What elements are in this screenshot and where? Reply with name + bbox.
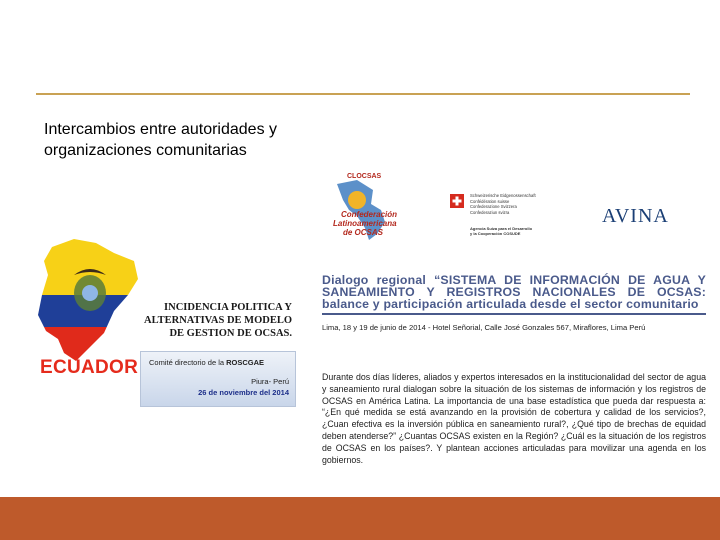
flyer-info-box	[140, 351, 296, 407]
swiss-line-2: Confédération suisse	[470, 198, 510, 204]
swiss-agency-line-1: Agencia Suiza para el Desarrollo	[470, 226, 533, 231]
flyer-date: 26 de noviembre del 2014	[198, 388, 289, 397]
swiss-line-4: Confederaziun svizra	[470, 209, 510, 215]
clocsas-line-2: Latinoamericana	[333, 219, 397, 228]
swiss-line-3: Confederazione Svizzera	[470, 204, 517, 209]
ecuador-flyer	[34, 235, 300, 415]
committee-line	[149, 358, 264, 367]
ecuador-label: ECUADOR	[40, 357, 139, 378]
dialog-body: Durante dos días líderes, aliados y expertos interesados en la institucionalidad del sector de agua y saneamiento rural dialogan sobre la situación de los sistemas de información y los registros de OCSAS en América Latina. La importancia de una base estadística que pueda dar respuesta a: “¿En qué medida se está avanzando en la provisión de cobertura y calidad de los servicios?, ¿Cuan efectiva es la inversión pública en saneamiento rural?, ¿Qué tipo de brechas de equidad deben atenderse?” ¿Cuantas OCSAS existen en la Región? ¿Cuál es la situación de los registros de OCSAS en los países?. Y plantean acciones articuladas para movilizar una agenda en los gobiernos.	[322, 372, 706, 465]
flyer-heading: INCIDENCIA POLITICA Y ALTERNATIVAS DE MODELO DE GESTION DE OCSAS.	[143, 302, 292, 339]
swiss-names	[470, 193, 536, 215]
swiss-cooperation-logo	[450, 193, 560, 243]
footer-bar	[0, 497, 720, 540]
slide-title: Intercambios entre autoridades y organizaciones comunitarias	[44, 121, 278, 159]
committee-prefix: Comité directorio de la	[149, 358, 225, 367]
clocsas-line-1: Confederación	[341, 210, 398, 219]
swiss-agency-line-2: y la Cooperación COSUDE	[470, 231, 521, 236]
committee-org: ROSCGAE	[226, 358, 265, 367]
swiss-agency	[470, 226, 532, 236]
swiss-line-1: Schweizerische Eidgenossenschaft	[470, 193, 536, 198]
ecuador-map-flag	[34, 235, 144, 370]
dialog-underline	[322, 313, 706, 315]
clocsas-logo	[327, 170, 409, 242]
clocsas-line-3: de OCSAS	[343, 228, 384, 237]
swiss-flag-icon	[450, 194, 464, 208]
avina-logo: AVINA	[602, 205, 669, 227]
clocsas-name: CLOCSAS	[347, 173, 382, 180]
title-rule	[36, 93, 690, 95]
dialog-date-place: Lima, 18 y 19 de junio de 2014 - Hotel Señorial, Calle José Gonzales 567, Miraflores, Lima Perú	[322, 323, 646, 332]
dialog-block	[322, 274, 706, 332]
dialog-heading: Dialogo regional “SISTEMA DE INFORMACIÓN DE AGUA Y SANEAMIENTO Y REGISTROS NACIONALES DE OCSAS: balance y participación articulada desde el sector comunitario	[322, 273, 706, 311]
flyer-place: Piura- Perú	[251, 377, 289, 386]
